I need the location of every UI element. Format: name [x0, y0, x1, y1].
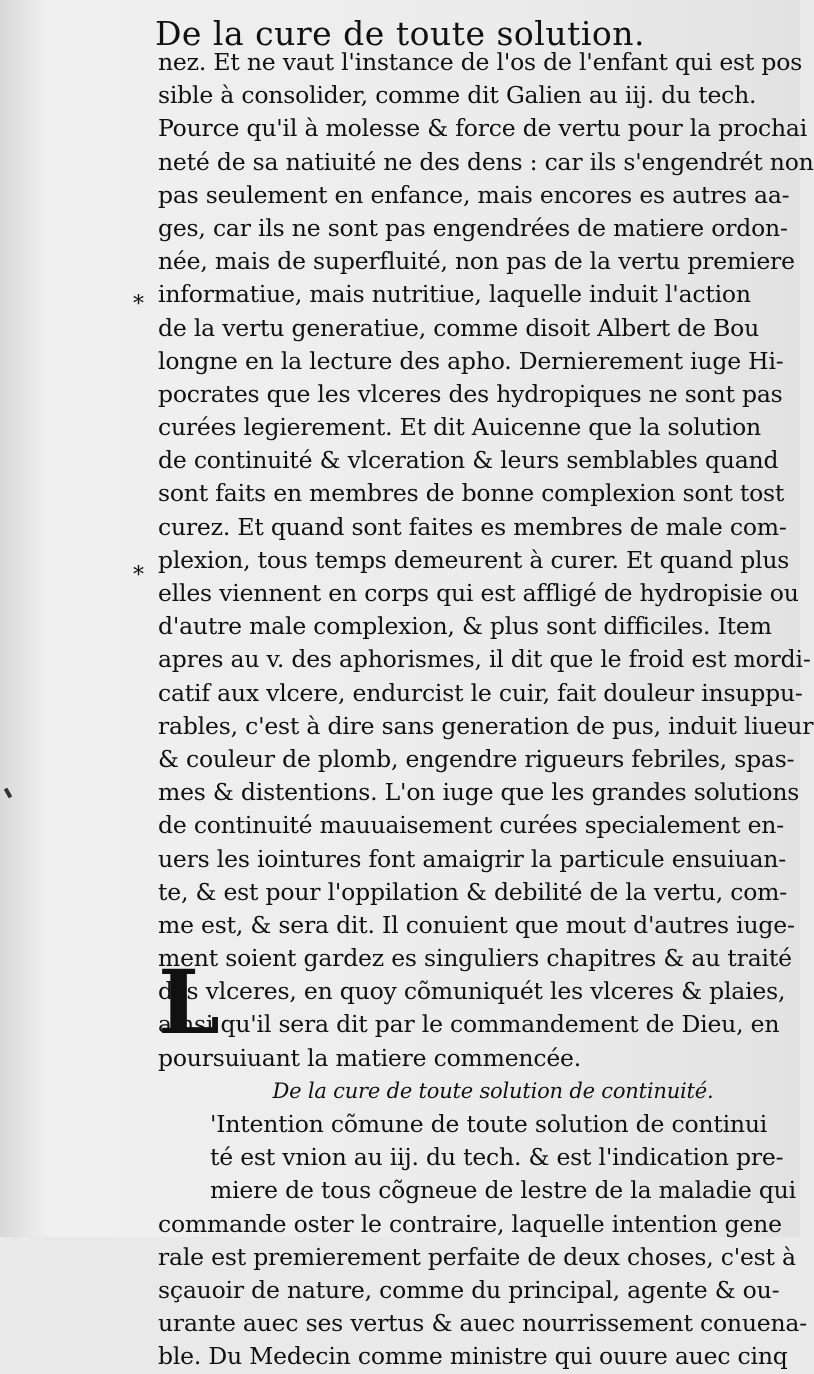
text-line: neté de sa natiuité ne des dens : car ils s'engendrét non: [158, 147, 814, 176]
text-line: rables, c'est à dire sans generation de pus, induit liueur: [158, 711, 814, 740]
text-line: ainsi qu'il sera dit par le commandement de Dieu, en: [158, 1010, 780, 1039]
page-edge-speck: [4, 788, 12, 799]
text-line: née, mais de superfluité, non pas de la vertu premiere: [158, 247, 795, 276]
text-line: de la vertu generatiue, comme disoit Albert de Bou: [158, 313, 760, 342]
text-line: 'Intention cõmune de toute solution de continui: [210, 1110, 768, 1138]
text-line: ment soient gardez es singuliers chapitres & au traité: [158, 944, 792, 973]
text-line: ble. Du Medecin comme ministre qui ouure auec cinq: [158, 1342, 788, 1371]
text-line: de continuité mauuaisement curées specialement en-: [158, 811, 784, 840]
text-line: uers les iointures font amaigrir la particule ensuiuan-: [158, 844, 786, 873]
text-line: pocrates que les vlceres des hydropiques ne sont pas: [158, 379, 783, 408]
text-line: catif aux vlcere, endurcist le cuir, fait douleur insuppu-: [158, 678, 803, 707]
margin-asterisk: *: [133, 563, 144, 588]
text-line: informatiue, mais nutritiue, laquelle induit l'action: [158, 280, 751, 309]
text-line: curées legierement. Et dit Auicenne que la solution: [158, 413, 761, 442]
text-line: longne en la lecture des apho. Dernierement iuge Hi-: [158, 346, 784, 375]
text-line: de continuité & vlceration & leurs semblables quand: [158, 446, 779, 475]
text-line: té est vnion au iij. du tech. & est l'indication pre-: [210, 1143, 784, 1172]
running-header: De la cure de toute solution.: [154, 14, 646, 53]
text-line: te, & est pour l'oppilation & debilité de la vertu, com-: [158, 877, 787, 906]
text-line: sible à consolider, comme dit Galien au iij. du tech.: [158, 81, 757, 110]
text-line: Pource qu'il à molesse & force de vertu pour la prochai: [158, 114, 808, 143]
margin-asterisk: *: [133, 292, 144, 317]
text-line: poursuiuant la matiere commencée.: [158, 1043, 581, 1072]
text-line: me est, & sera dit. Il conuient que mout d'autres iuge-: [158, 910, 795, 939]
text-line: sont faits en membres de bonne complexion sont tost: [158, 479, 785, 508]
text-line: plexion, tous temps demeurent à curer. Et quand plus: [158, 545, 790, 574]
text-line: nez. Et ne vaut l'instance de l'os de l'enfant qui est pos: [158, 48, 803, 76]
text-line: mes & distentions. L'on iuge que les grandes solutions: [158, 778, 800, 807]
text-line: elles viennent en corps qui est affligé de hydropisie ou: [158, 579, 799, 607]
text-line: rale est premierement perfaite de deux choses, c'est à: [158, 1242, 796, 1271]
drop-cap-letter: L: [158, 950, 220, 1054]
text-line: urante auec ses vertus & auec nourrissement conuena-: [158, 1309, 807, 1338]
text-line: d'autre male complexion, & plus sont difficiles. Item: [158, 612, 772, 641]
text-line: apres au v. des aphorismes, il dit que le froid est mordi-: [158, 645, 811, 674]
text-line: miere de tous cõgneue de lestre de la maladie qui: [210, 1176, 796, 1205]
text-line: des vlceres, en quoy cõmuniquét les vlceres & plaies,: [158, 977, 786, 1006]
text-line: sçauoir de nature, comme du principal, agente & ou-: [158, 1275, 780, 1304]
text-line: pas seulement en enfance, mais encores es autres aa-: [158, 180, 790, 209]
text-line: ges, car ils ne sont pas engendrées de matiere ordon-: [158, 213, 788, 242]
text-line: commande oster le contraire, laquelle intention gene: [158, 1209, 782, 1238]
section-heading: De la cure de toute solution de continuité.: [272, 1078, 714, 1103]
text-line: curez. Et quand sont faites es membres de male com-: [158, 512, 787, 541]
main-text: [158, 46, 814, 1374]
text-line: & couleur de plomb, engendre rigueurs febriles, spas-: [158, 744, 795, 773]
